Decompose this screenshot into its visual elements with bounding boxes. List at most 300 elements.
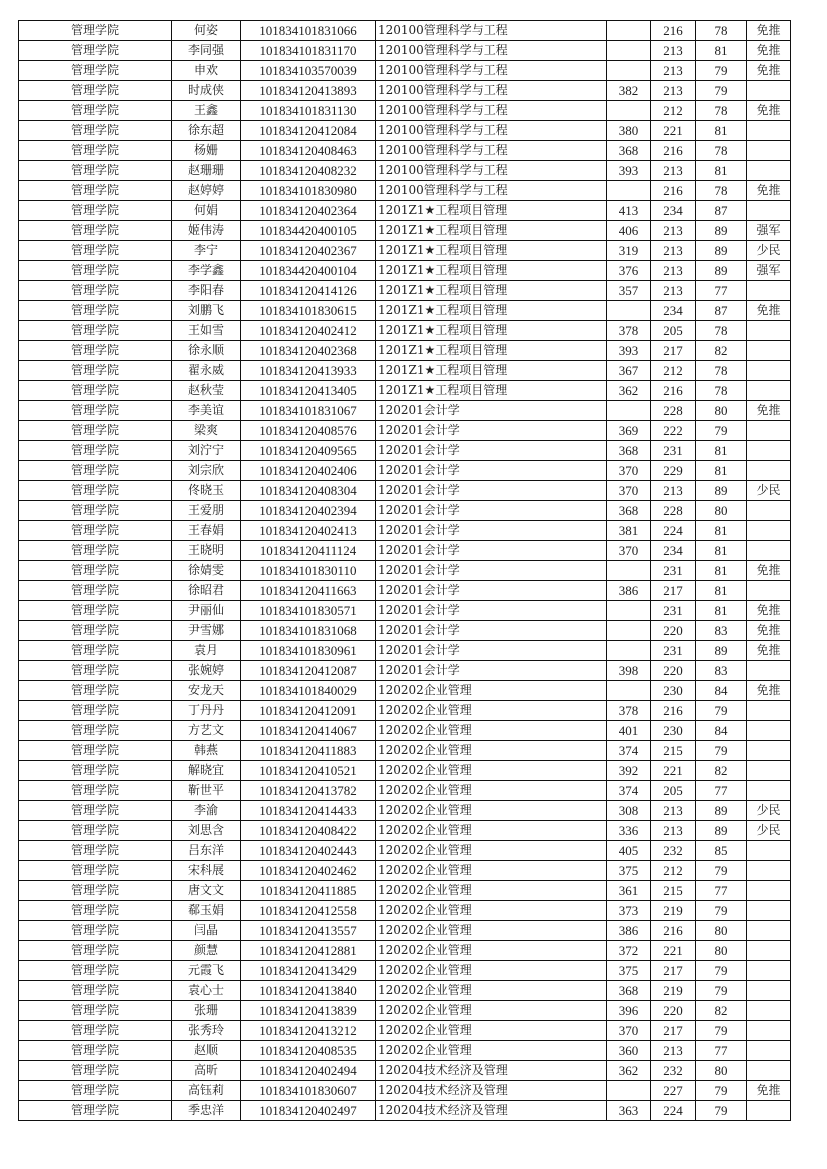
note-cell: 免推 (747, 621, 791, 641)
exam-id-cell: 101834120408535 (241, 1041, 376, 1061)
major-cell: 120100管理科学与工程 (376, 141, 607, 161)
note-cell: 免推 (747, 561, 791, 581)
initial-score-cell: 370 (607, 481, 651, 501)
table-row (19, 501, 791, 521)
table-row (19, 521, 791, 541)
note-cell: 免推 (747, 181, 791, 201)
total-score-cell: 81 (696, 121, 747, 141)
initial-score-cell: 373 (607, 901, 651, 921)
total-score-cell: 83 (696, 621, 747, 641)
name-cell: 刘泞宁 (172, 441, 241, 461)
total-score-cell: 81 (696, 541, 747, 561)
table-row (19, 121, 791, 141)
exam-id-cell: 101834120413557 (241, 921, 376, 941)
total-score-cell: 82 (696, 1001, 747, 1021)
exam-id-cell: 101834120402497 (241, 1101, 376, 1121)
retest-score-cell: 221 (651, 121, 696, 141)
total-score-cell: 78 (696, 321, 747, 341)
note-cell: 强军 (747, 261, 791, 281)
name-cell: 张珊 (172, 1001, 241, 1021)
college-cell: 管理学院 (19, 101, 172, 121)
major-cell: 120202企业管理 (376, 741, 607, 761)
retest-score-cell: 213 (651, 281, 696, 301)
retest-score-cell: 213 (651, 801, 696, 821)
college-cell: 管理学院 (19, 321, 172, 341)
admission-list-table (18, 20, 791, 1121)
major-cell: 1201Z1★工程项目管理 (376, 261, 607, 281)
college-cell: 管理学院 (19, 661, 172, 681)
retest-score-cell: 227 (651, 1081, 696, 1101)
total-score-cell: 89 (696, 801, 747, 821)
name-cell: 王晓明 (172, 541, 241, 561)
initial-score-cell (607, 681, 651, 701)
college-cell: 管理学院 (19, 561, 172, 581)
note-cell (747, 321, 791, 341)
total-score-cell: 84 (696, 721, 747, 741)
total-score-cell: 79 (696, 81, 747, 101)
retest-score-cell: 212 (651, 101, 696, 121)
major-cell: 120100管理科学与工程 (376, 41, 607, 61)
initial-score-cell: 382 (607, 81, 651, 101)
name-cell: 安龙天 (172, 681, 241, 701)
exam-id-cell: 101834101831068 (241, 621, 376, 641)
retest-score-cell: 217 (651, 1021, 696, 1041)
note-cell (747, 281, 791, 301)
table-row (19, 81, 791, 101)
name-cell: 刘思含 (172, 821, 241, 841)
initial-score-cell: 406 (607, 221, 651, 241)
note-cell (747, 961, 791, 981)
total-score-cell: 80 (696, 941, 747, 961)
retest-score-cell: 231 (651, 601, 696, 621)
retest-score-cell: 213 (651, 1041, 696, 1061)
total-score-cell: 89 (696, 481, 747, 501)
exam-id-cell: 101834120410521 (241, 761, 376, 781)
exam-id-cell: 101834120409565 (241, 441, 376, 461)
note-cell (747, 141, 791, 161)
exam-id-cell: 101834120408422 (241, 821, 376, 841)
exam-id-cell: 101834101830571 (241, 601, 376, 621)
initial-score-cell: 393 (607, 341, 651, 361)
exam-id-cell: 101834120402368 (241, 341, 376, 361)
table-row (19, 621, 791, 641)
name-cell: 徐东超 (172, 121, 241, 141)
total-score-cell: 80 (696, 921, 747, 941)
major-cell: 120202企业管理 (376, 921, 607, 941)
note-cell (747, 841, 791, 861)
note-cell (747, 341, 791, 361)
exam-id-cell: 101834120414067 (241, 721, 376, 741)
major-cell: 120201会计学 (376, 601, 607, 621)
initial-score-cell: 370 (607, 541, 651, 561)
college-cell: 管理学院 (19, 461, 172, 481)
college-cell: 管理学院 (19, 861, 172, 881)
table-row (19, 781, 791, 801)
note-cell: 免推 (747, 101, 791, 121)
retest-score-cell: 215 (651, 741, 696, 761)
note-cell (747, 1101, 791, 1121)
note-cell (747, 541, 791, 561)
name-cell: 吕东洋 (172, 841, 241, 861)
total-score-cell: 77 (696, 781, 747, 801)
major-cell: 120202企业管理 (376, 841, 607, 861)
initial-score-cell: 370 (607, 1021, 651, 1041)
exam-id-cell: 101834120408304 (241, 481, 376, 501)
table-row (19, 201, 791, 221)
exam-id-cell: 101834101840029 (241, 681, 376, 701)
table-row (19, 841, 791, 861)
name-cell: 何姿 (172, 21, 241, 41)
initial-score-cell: 374 (607, 781, 651, 801)
retest-score-cell: 213 (651, 481, 696, 501)
note-cell (747, 761, 791, 781)
initial-score-cell: 374 (607, 741, 651, 761)
major-cell: 120202企业管理 (376, 721, 607, 741)
initial-score-cell: 396 (607, 1001, 651, 1021)
college-cell: 管理学院 (19, 601, 172, 621)
college-cell: 管理学院 (19, 1101, 172, 1121)
note-cell (747, 721, 791, 741)
table-row (19, 721, 791, 741)
note-cell (747, 781, 791, 801)
note-cell (747, 901, 791, 921)
retest-score-cell: 222 (651, 421, 696, 441)
name-cell: 时成侠 (172, 81, 241, 101)
retest-score-cell: 232 (651, 841, 696, 861)
retest-score-cell: 217 (651, 341, 696, 361)
initial-score-cell: 368 (607, 141, 651, 161)
note-cell: 免推 (747, 641, 791, 661)
note-cell (747, 161, 791, 181)
table-row (19, 221, 791, 241)
name-cell: 李学鑫 (172, 261, 241, 281)
major-cell: 1201Z1★工程项目管理 (376, 221, 607, 241)
name-cell: 刘鹏飞 (172, 301, 241, 321)
major-cell: 120100管理科学与工程 (376, 61, 607, 81)
name-cell: 张秀玲 (172, 1021, 241, 1041)
initial-score-cell (607, 1081, 651, 1101)
major-cell: 120201会计学 (376, 521, 607, 541)
name-cell: 王春娟 (172, 521, 241, 541)
name-cell: 姬伟涛 (172, 221, 241, 241)
name-cell: 赵顺 (172, 1041, 241, 1061)
retest-score-cell: 213 (651, 261, 696, 281)
retest-score-cell: 228 (651, 401, 696, 421)
total-score-cell: 77 (696, 281, 747, 301)
note-cell (747, 861, 791, 881)
major-cell: 120204技术经济及管理 (376, 1101, 607, 1121)
name-cell: 赵秋莹 (172, 381, 241, 401)
college-cell: 管理学院 (19, 161, 172, 181)
initial-score-cell: 375 (607, 961, 651, 981)
total-score-cell: 82 (696, 761, 747, 781)
exam-id-cell: 101834120408576 (241, 421, 376, 441)
exam-id-cell: 101834120412084 (241, 121, 376, 141)
major-cell: 120202企业管理 (376, 981, 607, 1001)
college-cell: 管理学院 (19, 821, 172, 841)
table-row (19, 1081, 791, 1101)
initial-score-cell: 386 (607, 921, 651, 941)
note-cell (747, 1001, 791, 1021)
initial-score-cell: 405 (607, 841, 651, 861)
major-cell: 1201Z1★工程项目管理 (376, 381, 607, 401)
retest-score-cell: 217 (651, 961, 696, 981)
name-cell: 高昕 (172, 1061, 241, 1081)
note-cell (747, 881, 791, 901)
retest-score-cell: 230 (651, 721, 696, 741)
note-cell: 免推 (747, 61, 791, 81)
exam-id-cell: 101834420400104 (241, 261, 376, 281)
retest-score-cell: 213 (651, 221, 696, 241)
table-row (19, 1001, 791, 1021)
retest-score-cell: 205 (651, 781, 696, 801)
table-row (19, 901, 791, 921)
total-score-cell: 81 (696, 601, 747, 621)
initial-score-cell: 378 (607, 321, 651, 341)
retest-score-cell: 234 (651, 301, 696, 321)
table-row (19, 61, 791, 81)
college-cell: 管理学院 (19, 281, 172, 301)
exam-id-cell: 101834120402443 (241, 841, 376, 861)
total-score-cell: 80 (696, 501, 747, 521)
name-cell: 丁丹丹 (172, 701, 241, 721)
name-cell: 宋科展 (172, 861, 241, 881)
major-cell: 120201会计学 (376, 481, 607, 501)
note-cell: 少民 (747, 821, 791, 841)
college-cell: 管理学院 (19, 841, 172, 861)
total-score-cell: 89 (696, 221, 747, 241)
initial-score-cell: 372 (607, 941, 651, 961)
major-cell: 120201会计学 (376, 421, 607, 441)
initial-score-cell: 360 (607, 1041, 651, 1061)
exam-id-cell: 101834101830110 (241, 561, 376, 581)
note-cell (747, 661, 791, 681)
name-cell: 翟永威 (172, 361, 241, 381)
name-cell: 袁月 (172, 641, 241, 661)
name-cell: 徐昭君 (172, 581, 241, 601)
name-cell: 赵婷婷 (172, 181, 241, 201)
retest-score-cell: 220 (651, 661, 696, 681)
total-score-cell: 87 (696, 301, 747, 321)
initial-score-cell: 370 (607, 461, 651, 481)
exam-id-cell: 101834120414126 (241, 281, 376, 301)
name-cell: 李渝 (172, 801, 241, 821)
initial-score-cell: 413 (607, 201, 651, 221)
table-row (19, 361, 791, 381)
table-body (19, 21, 791, 1121)
initial-score-cell: 367 (607, 361, 651, 381)
table-row (19, 21, 791, 41)
total-score-cell: 87 (696, 201, 747, 221)
name-cell: 何娟 (172, 201, 241, 221)
table-row (19, 1021, 791, 1041)
name-cell: 颜慧 (172, 941, 241, 961)
initial-score-cell (607, 621, 651, 641)
exam-id-cell: 101834120411885 (241, 881, 376, 901)
exam-id-cell: 101834103570039 (241, 61, 376, 81)
retest-score-cell: 232 (651, 1061, 696, 1081)
name-cell: 袁心士 (172, 981, 241, 1001)
note-cell (747, 921, 791, 941)
major-cell: 120201会计学 (376, 541, 607, 561)
table-row (19, 1041, 791, 1061)
retest-score-cell: 213 (651, 81, 696, 101)
total-score-cell: 78 (696, 381, 747, 401)
retest-score-cell: 216 (651, 381, 696, 401)
initial-score-cell (607, 641, 651, 661)
note-cell: 免推 (747, 681, 791, 701)
major-cell: 120201会计学 (376, 581, 607, 601)
name-cell: 元霞飞 (172, 961, 241, 981)
college-cell: 管理学院 (19, 21, 172, 41)
college-cell: 管理学院 (19, 181, 172, 201)
note-cell: 少民 (747, 801, 791, 821)
major-cell: 1201Z1★工程项目管理 (376, 241, 607, 261)
note-cell (747, 1021, 791, 1041)
major-cell: 120100管理科学与工程 (376, 101, 607, 121)
name-cell: 李美谊 (172, 401, 241, 421)
retest-score-cell: 229 (651, 461, 696, 481)
total-score-cell: 81 (696, 561, 747, 581)
college-cell: 管理学院 (19, 721, 172, 741)
total-score-cell: 80 (696, 1061, 747, 1081)
total-score-cell: 78 (696, 181, 747, 201)
initial-score-cell (607, 41, 651, 61)
major-cell: 120201会计学 (376, 621, 607, 641)
total-score-cell: 81 (696, 581, 747, 601)
college-cell: 管理学院 (19, 121, 172, 141)
exam-id-cell: 101834120402394 (241, 501, 376, 521)
initial-score-cell (607, 301, 651, 321)
college-cell: 管理学院 (19, 41, 172, 61)
total-score-cell: 81 (696, 41, 747, 61)
total-score-cell: 89 (696, 261, 747, 281)
name-cell: 高钰莉 (172, 1081, 241, 1101)
retest-score-cell: 219 (651, 981, 696, 1001)
name-cell: 张婉婷 (172, 661, 241, 681)
initial-score-cell: 319 (607, 241, 651, 261)
major-cell: 120201会计学 (376, 641, 607, 661)
table-row (19, 281, 791, 301)
initial-score-cell: 380 (607, 121, 651, 141)
retest-score-cell: 220 (651, 1001, 696, 1021)
initial-score-cell: 368 (607, 981, 651, 1001)
table-row (19, 541, 791, 561)
total-score-cell: 79 (696, 61, 747, 81)
total-score-cell: 83 (696, 661, 747, 681)
initial-score-cell: 376 (607, 261, 651, 281)
major-cell: 120202企业管理 (376, 961, 607, 981)
college-cell: 管理学院 (19, 801, 172, 821)
table-row (19, 401, 791, 421)
note-cell: 免推 (747, 601, 791, 621)
major-cell: 120201会计学 (376, 661, 607, 681)
initial-score-cell: 381 (607, 521, 651, 541)
note-cell: 免推 (747, 401, 791, 421)
retest-score-cell: 231 (651, 441, 696, 461)
note-cell (747, 201, 791, 221)
table-row (19, 461, 791, 481)
name-cell: 徐婧雯 (172, 561, 241, 581)
exam-id-cell: 101834120413840 (241, 981, 376, 1001)
exam-id-cell: 101834120413839 (241, 1001, 376, 1021)
table-row (19, 761, 791, 781)
major-cell: 1201Z1★工程项目管理 (376, 281, 607, 301)
retest-score-cell: 234 (651, 541, 696, 561)
initial-score-cell: 368 (607, 501, 651, 521)
exam-id-cell: 101834120412087 (241, 661, 376, 681)
exam-id-cell: 101834120402367 (241, 241, 376, 261)
table-row (19, 861, 791, 881)
major-cell: 120202企业管理 (376, 801, 607, 821)
table-row (19, 661, 791, 681)
college-cell: 管理学院 (19, 521, 172, 541)
retest-score-cell: 221 (651, 761, 696, 781)
initial-score-cell: 393 (607, 161, 651, 181)
note-cell (747, 741, 791, 761)
retest-score-cell: 228 (651, 501, 696, 521)
table-row (19, 741, 791, 761)
college-cell: 管理学院 (19, 681, 172, 701)
college-cell: 管理学院 (19, 81, 172, 101)
retest-score-cell: 220 (651, 621, 696, 641)
college-cell: 管理学院 (19, 141, 172, 161)
college-cell: 管理学院 (19, 921, 172, 941)
note-cell: 免推 (747, 41, 791, 61)
major-cell: 120202企业管理 (376, 781, 607, 801)
major-cell: 120204技术经济及管理 (376, 1061, 607, 1081)
initial-score-cell: 369 (607, 421, 651, 441)
initial-score-cell (607, 61, 651, 81)
name-cell: 李宁 (172, 241, 241, 261)
total-score-cell: 79 (696, 701, 747, 721)
table-row (19, 41, 791, 61)
major-cell: 1201Z1★工程项目管理 (376, 301, 607, 321)
exam-id-cell: 101834120402462 (241, 861, 376, 881)
college-cell: 管理学院 (19, 901, 172, 921)
retest-score-cell: 212 (651, 361, 696, 381)
college-cell: 管理学院 (19, 221, 172, 241)
major-cell: 1201Z1★工程项目管理 (376, 201, 607, 221)
note-cell (747, 941, 791, 961)
exam-id-cell: 101834120408232 (241, 161, 376, 181)
major-cell: 120202企业管理 (376, 941, 607, 961)
initial-score-cell: 308 (607, 801, 651, 821)
major-cell: 120100管理科学与工程 (376, 181, 607, 201)
major-cell: 120202企业管理 (376, 1041, 607, 1061)
note-cell (747, 81, 791, 101)
retest-score-cell: 213 (651, 161, 696, 181)
initial-score-cell: 375 (607, 861, 651, 881)
retest-score-cell: 213 (651, 61, 696, 81)
initial-score-cell: 401 (607, 721, 651, 741)
exam-id-cell: 101834120414433 (241, 801, 376, 821)
exam-id-cell: 101834120411883 (241, 741, 376, 761)
initial-score-cell: 368 (607, 441, 651, 461)
table-row (19, 921, 791, 941)
table-row (19, 1101, 791, 1121)
note-cell: 免推 (747, 21, 791, 41)
exam-id-cell: 101834420400105 (241, 221, 376, 241)
exam-id-cell: 101834120413893 (241, 81, 376, 101)
name-cell: 李阳春 (172, 281, 241, 301)
name-cell: 方艺文 (172, 721, 241, 741)
table-row (19, 881, 791, 901)
retest-score-cell: 224 (651, 521, 696, 541)
initial-score-cell (607, 401, 651, 421)
college-cell: 管理学院 (19, 761, 172, 781)
table-row (19, 681, 791, 701)
